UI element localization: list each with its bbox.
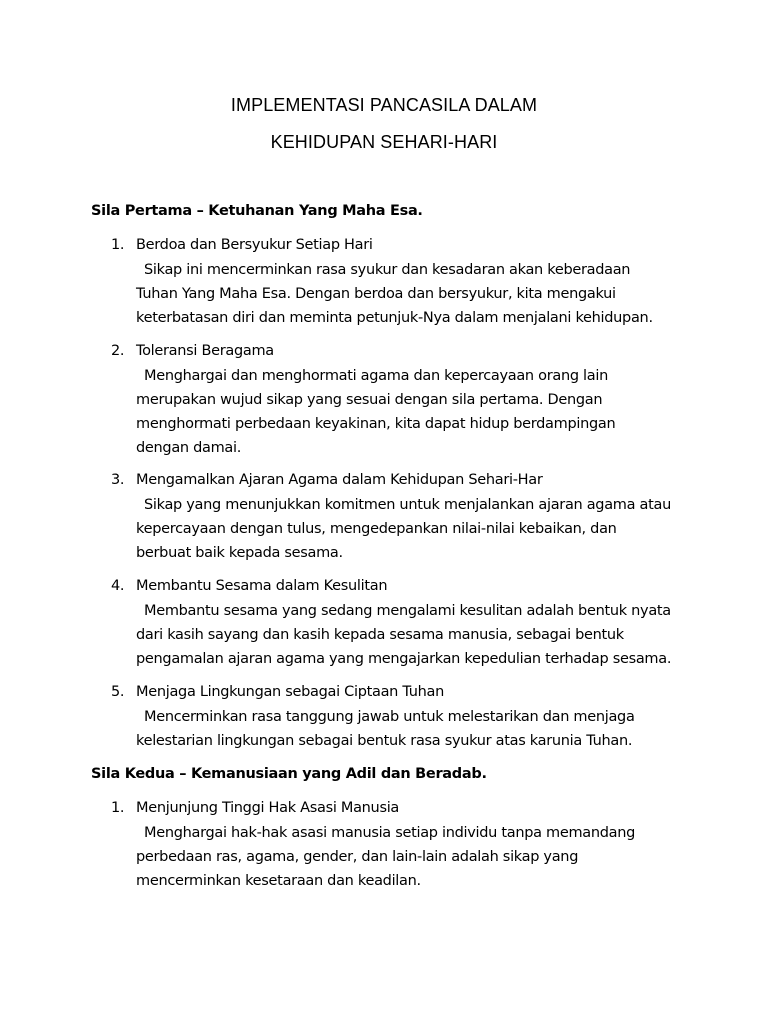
list-item-title: Toleransi Beragama (136, 343, 274, 359)
list-item-description (136, 602, 696, 674)
list-item-title: Menjunjung Tinggi Hak Asasi Manusia (136, 800, 400, 816)
section-heading-sila-pertama: Sila Pertama – Ketuhanan Yang Maha Esa. (91, 203, 423, 219)
list-item-title: Membantu Sesama dalam Kesulitan (136, 578, 388, 594)
description-line: berbuat baik kepada sesama. (136, 545, 343, 561)
list-item-number: 5. (111, 684, 125, 700)
description-line: keterbatasan diri dan meminta petunjuk-Nya dalam menjalani kehidupan. (136, 310, 653, 326)
document-title-line-2: KEHIDUPAN SEHARI-HARI (270, 132, 498, 152)
list-item-title: Menjaga Lingkungan sebagai Ciptaan Tuhan (136, 684, 444, 700)
list-item-description (136, 367, 696, 463)
list-item-number: 1. (111, 237, 125, 253)
list-item-description (136, 824, 696, 896)
description-line: mencerminkan kesetaraan dan keadilan. (136, 873, 421, 889)
description-line: pengamalan ajaran agama yang mengajarkan kepedulian terhadap sesama. (136, 651, 672, 667)
list-item-number: 3. (111, 472, 125, 488)
description-line: Membantu sesama yang sedang mengalami kesulitan adalah bentuk nyata (144, 603, 671, 619)
description-line: dari kasih sayang dan kasih kepada sesama manusia, sebagai bentuk (136, 627, 624, 643)
description-line: dengan damai. (136, 440, 242, 456)
description-line: merupakan wujud sikap yang sesuai dengan sila pertama. Dengan (136, 392, 603, 408)
description-line: Menghargai dan menghormati agama dan kepercayaan orang lain (144, 368, 608, 384)
description-line: menghormati perbedaan keyakinan, kita dapat hidup berdampingan (136, 416, 616, 432)
description-line: Mencerminkan rasa tanggung jawab untuk melestarikan dan menjaga (144, 709, 635, 725)
list-item-description (136, 708, 696, 756)
description-line: Menghargai hak-hak asasi manusia setiap individu tanpa memandang (144, 825, 636, 841)
description-line: kelestarian lingkungan sebagai bentuk rasa syukur atas karunia Tuhan. (136, 733, 633, 749)
description-line: kepercayaan dengan tulus, mengedepankan nilai-nilai kebaikan, dan (136, 521, 617, 537)
list-item-number: 4. (111, 578, 125, 594)
description-line: Sikap ini mencerminkan rasa syukur dan kesadaran akan keberadaan (144, 262, 631, 278)
section-heading-sila-kedua: Sila Kedua – Kemanusiaan yang Adil dan Beradab. (91, 766, 487, 782)
description-line: perbedaan ras, agama, gender, dan lain-lain adalah sikap yang (136, 849, 579, 865)
description-line: Sikap yang menunjukkan komitmen untuk menjalankan ajaran agama atau (144, 497, 671, 513)
list-item-description (136, 261, 696, 333)
list-item-description (136, 496, 696, 568)
document-title-line-1: IMPLEMENTASI PANCASILA DALAM (230, 95, 538, 115)
list-item-number: 1. (111, 800, 125, 816)
description-line: Tuhan Yang Maha Esa. Dengan berdoa dan bersyukur, kita mengakui (136, 286, 616, 302)
list-item-title: Berdoa dan Bersyukur Setiap Hari (136, 237, 373, 253)
list-item-number: 2. (111, 343, 125, 359)
list-item-title: Mengamalkan Ajaran Agama dalam Kehidupan Sehari-Har (136, 472, 543, 488)
